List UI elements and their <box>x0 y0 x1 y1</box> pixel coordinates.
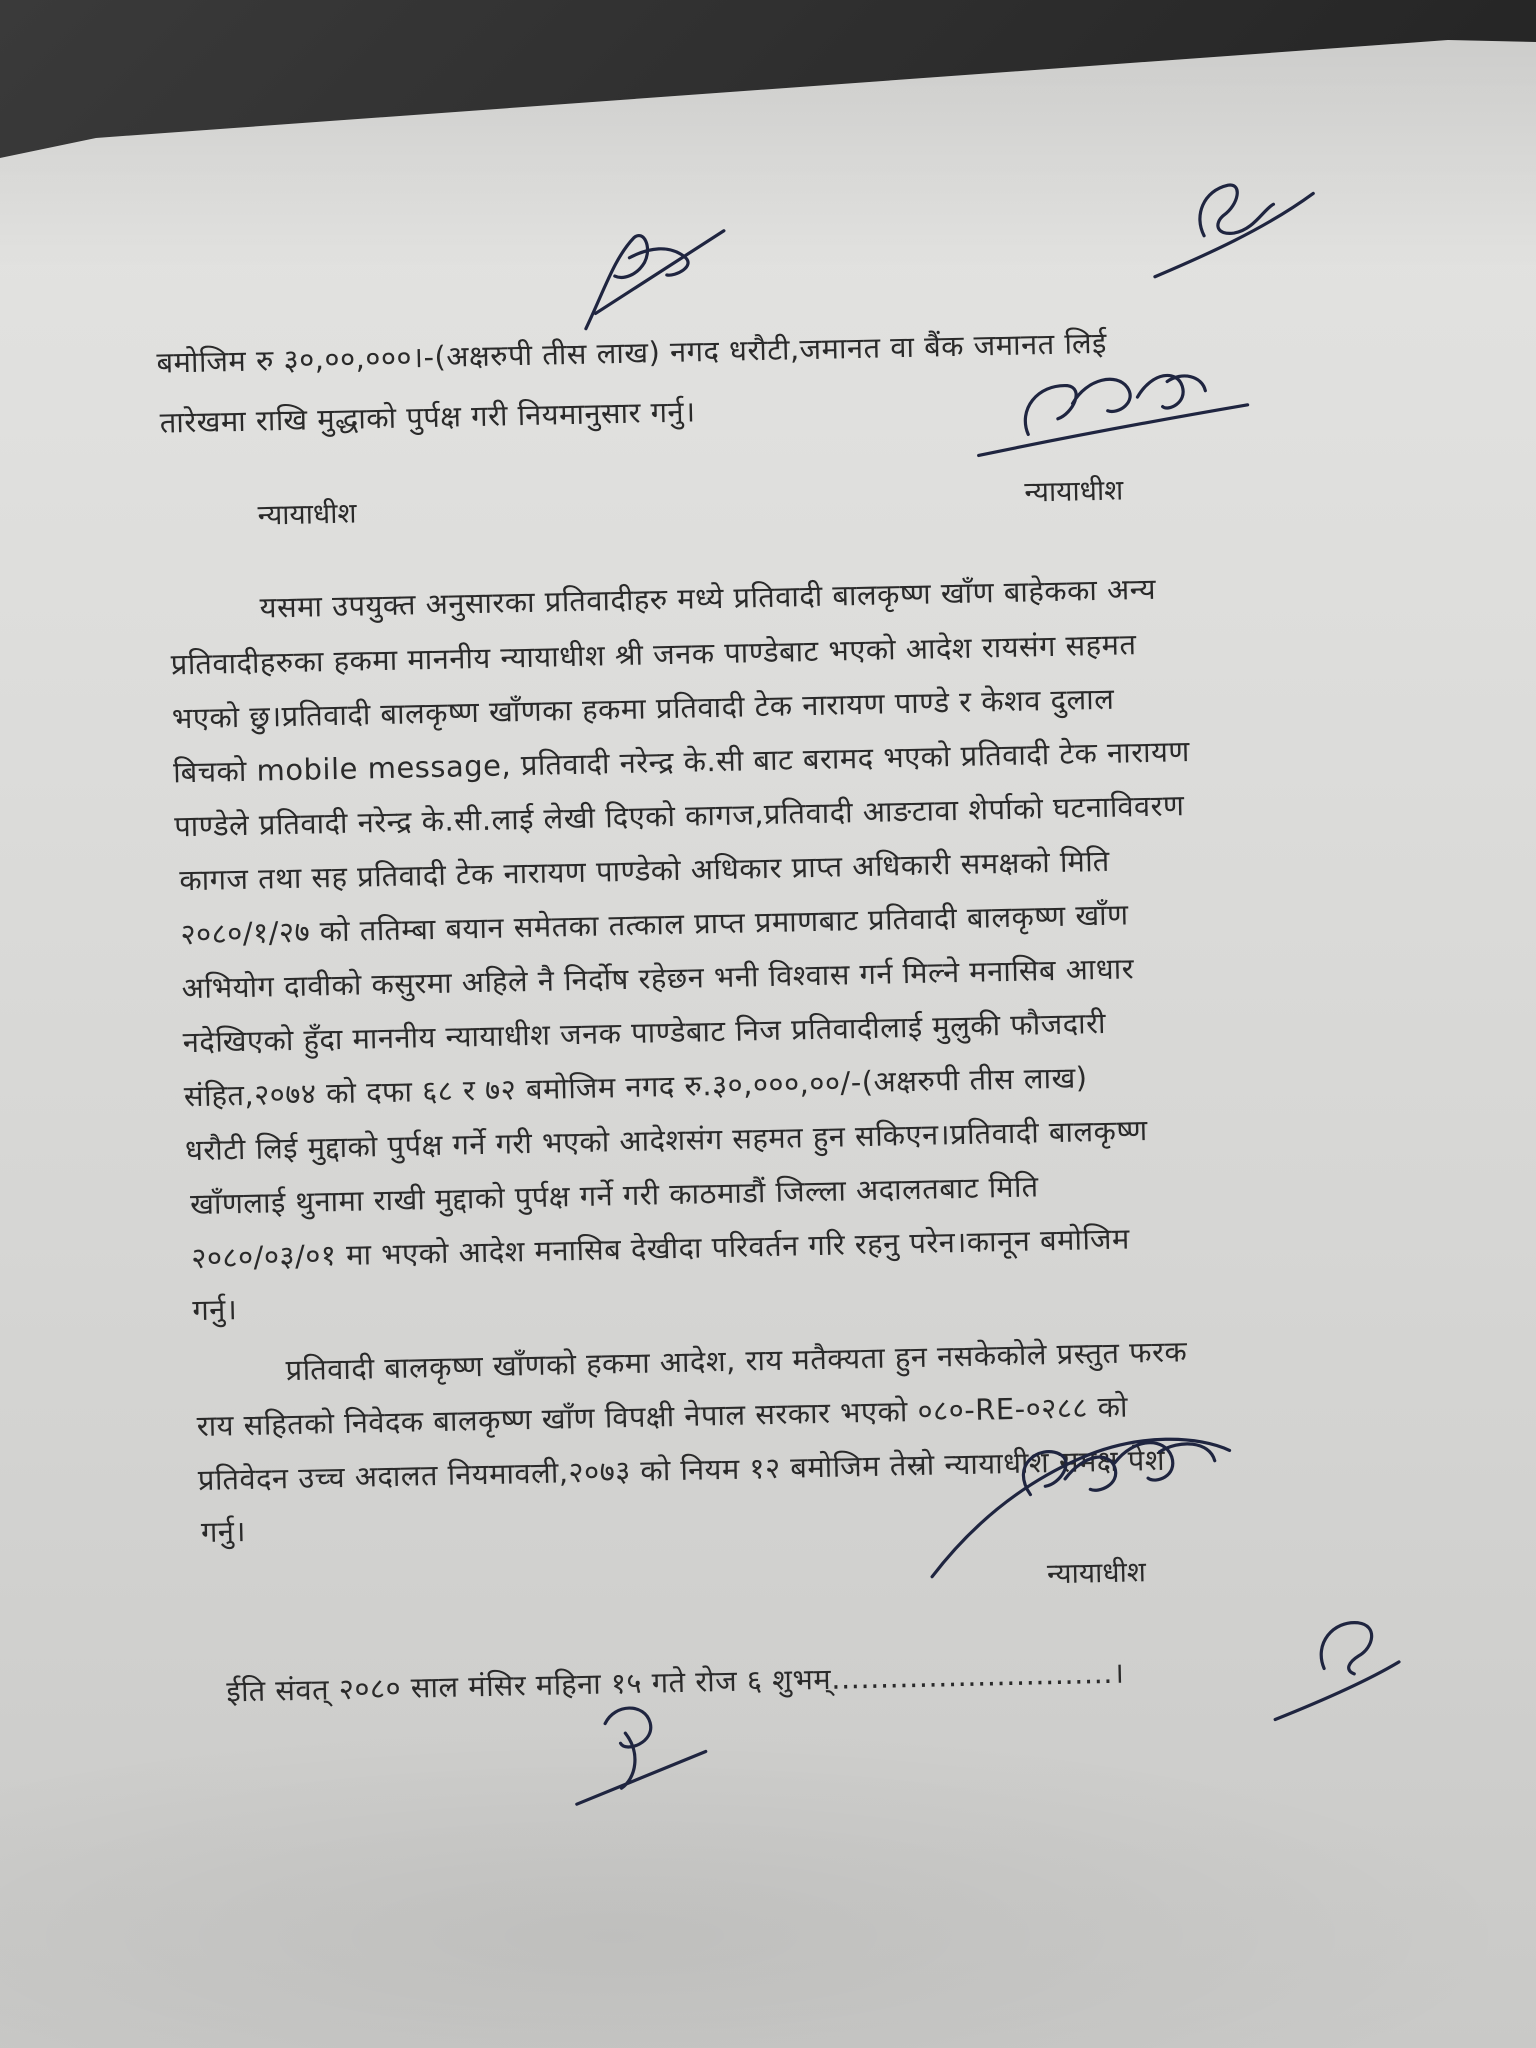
paragraph-1-line-8: अभियोग दावीको कसुरमा अहिले नै निर्दोष रहेछन भनी विश्वास गर्न मिल्ने मनासिब आधार <box>181 951 1135 1006</box>
paragraph-1-line-11: धरौटी लिई मुद्दाको पुर्पक्ष गर्ने गरी भएको आदेशसंग सहमत हुन सकिएन।प्रतिवादी बालकृष्ण <box>184 1113 1149 1168</box>
paragraph-2-line-3: प्रतिवेदन उच्च अदालत नियमावली,२०७३ को नियम १२ बमोजिम तेस्रो न्यायाधीश समक्ष पेश <box>197 1442 1166 1498</box>
paragraph-1-line-2: प्रतिवादीहरुका हकमा माननीय न्यायाधीश श्री जनक पाण्डेबाट भएको आदेश रायसंग सहमत <box>170 627 1137 682</box>
paragraph-1-line-9: नदेखिएको हुँदा माननीय न्यायाधीश जनक पाण्डेबाट निज प्रतिवादीलाई मुलुकी फौजदारी <box>182 1005 1107 1060</box>
opening-line-2: तारेखमा राखि मुद्धाको पुर्पक्ष गरी नियमानुसार गर्नु। <box>159 394 696 440</box>
judge-signature-1 <box>967 349 1269 469</box>
paragraph-1-line-12: खाँणलाई थुनामा राखी मुद्दाको पुर्पक्ष गर्ने गरी काठमाडौं जिल्ला अदालतबाट मिति <box>189 1169 1039 1222</box>
paragraph-1-line-7: २०८०/१/२७ को ततिम्बा बयान समेतका तत्काल प्राप्त प्रमाणबाट प्रतिवादी बालकृष्ण खाँण <box>180 897 1129 952</box>
signature-top-right <box>1133 173 1325 291</box>
closing-line: ईति संवत् २०८० साल मंसिर महिना १५ गते रोज ६ शुभम्.............................। <box>226 1655 1125 1709</box>
paragraph-1-line-14: गर्नु। <box>192 1292 238 1328</box>
paragraph-1-line-6: कागज तथा सह प्रतिवादी टेक नारायण पाण्डेको अधिकार प्राप्त अधिकारी समक्षको मिति <box>179 843 1111 898</box>
paragraph-1-line-5: पाण्डेले प्रतिवादी नरेन्द्र के.सी.लाई लेखी दिएको कागज,प्रतिवादी आङटावा शेर्पाको घटनाविवरण <box>173 788 1185 844</box>
opening-line-1: बमोजिम रु ३०,००,०००।-(अक्षरुपी तीस लाख) नगद धरौटी,जमानत वा बैंक जमानत लिई <box>156 325 1108 380</box>
paragraph-1-line-3: भएको छु।प्रतिवादी बालकृष्ण खाँणका हकमा प्रतिवादी टेक नारायण पाण्डे र केशव दुलाल <box>171 681 1115 736</box>
signature-top-left <box>574 216 737 343</box>
paragraph-2-line-2: राय सहितको निवेदक बालकृष्ण खाँण विपक्षी नेपाल सरकार भएको ०८०-RE-०२८८ को <box>196 1389 1129 1444</box>
judge-label-left: न्यायाधीश <box>257 496 357 532</box>
paragraph-2-line-4: गर्नु। <box>200 1514 247 1549</box>
paragraph-1-line-10: संहित,२०७४ को दफा ६८ र ७२ बमोजिम नगद रु.३०,०००,००/-(अक्षरुपी तीस लाख) <box>183 1060 1088 1114</box>
paragraph-1-line-13: २०८०/०३/०१ मा भएको आदेश मनासिब देखीदा परिवर्तन गरि रहनु परेन।कानून बमोजिम <box>190 1221 1131 1276</box>
judge-label-right-2: न्यायाधीश <box>1046 1555 1147 1591</box>
paragraph-1-line-1: यसमा उपयुक्त अनुसारका प्रतिवादीहरु मध्ये प्रतिवादी बालकृष्ण खाँण बाहेकका अन्य <box>259 571 1157 625</box>
paragraph-1-line-4: बिचको mobile message, प्रतिवादी नरेन्द्र के.सी बाट बरामद भएको प्रतिवादी टेक नारायण <box>172 734 1191 790</box>
judge-label-right-1: न्यायाधीश <box>1024 473 1124 509</box>
paragraph-2-line-1: प्रतिवादी बालकृष्ण खाँणको हकमा आदेश, राय मतैक्यता हुन नसकेकोले प्रस्तुत फरक <box>285 1334 1188 1388</box>
signature-bottom-left <box>564 1691 717 1818</box>
signature-bottom-right <box>1263 1607 1406 1734</box>
